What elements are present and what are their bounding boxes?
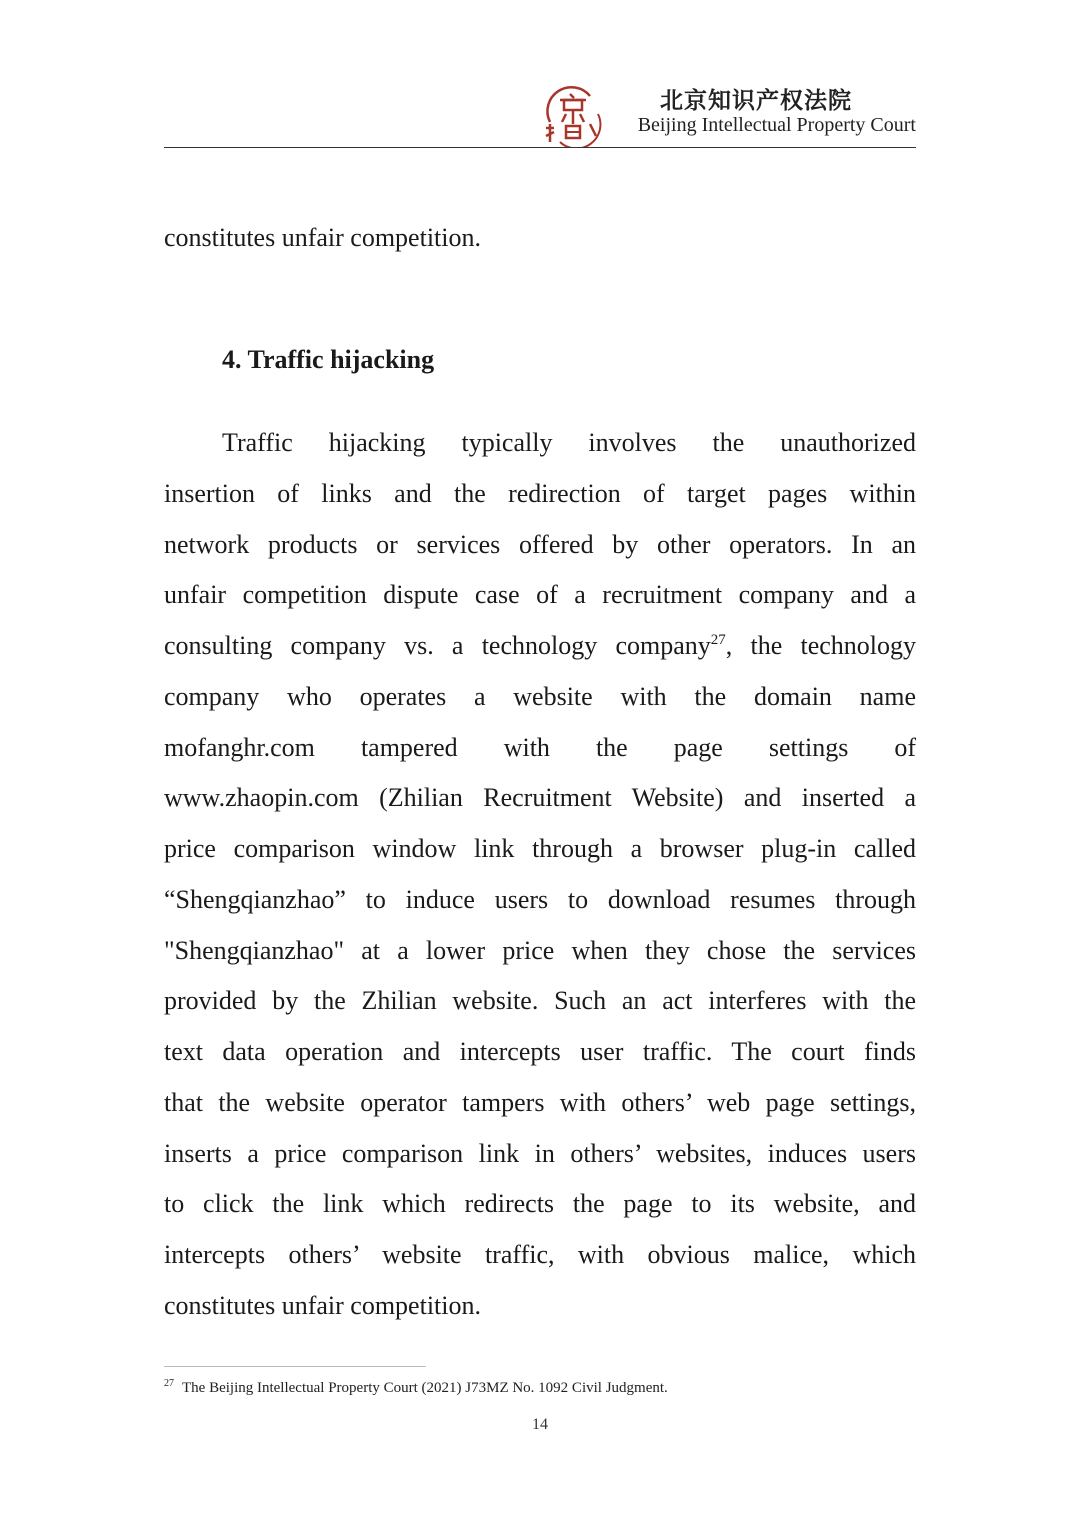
body-paragraph (164, 418, 916, 1332)
paragraph-line-with-footnote (164, 621, 916, 672)
paragraph-line: network products or services offered by other operators. In an (164, 529, 916, 559)
court-logo-icon (540, 84, 604, 148)
footnote-number: 27 (164, 1378, 174, 1389)
paragraph-line-text: consulting company vs. a technology company (164, 631, 711, 660)
paragraph-line: "Shengqianzhao" at a lower price when they chose the services (164, 935, 916, 965)
footnote (164, 1377, 668, 1399)
section-heading: 4. Traffic hijacking (222, 345, 435, 374)
paragraph-line: to click the link which redirects the page to its website, and (164, 1189, 916, 1219)
paragraph-line: “Shengqianzhao” to induce users to download resumes through (164, 884, 916, 914)
footnote-reference[interactable]: 27 (710, 632, 726, 648)
page-number: 14 (532, 1416, 548, 1433)
paragraph-line: Traffic hijacking typically involves the unauthorized (222, 428, 916, 457)
paragraph-line: provided by the Zhilian website. Such an act interferes with the (164, 986, 916, 1016)
paragraph-line-tail: , the technology (725, 631, 916, 660)
paragraph-line: constitutes unfair competition. (164, 1290, 481, 1320)
footnote-text: The Beijing Intellectual Property Court (2021) J73MZ No. 1092 Civil Judgment. (182, 1380, 668, 1396)
court-name-en: Beijing Intellectual Property Court (637, 114, 916, 136)
paragraph-line: intercepts others’ website traffic, with obvious malice, which (164, 1240, 916, 1269)
court-name-cn: 北京知识产权法院 (660, 88, 852, 114)
paragraph-line: mofanghr.com tampered with the page settings of (164, 732, 916, 762)
paragraph-line: company who operates a website with the domain name (164, 681, 916, 711)
footnote-divider (164, 1366, 426, 1367)
continued-text: constitutes unfair competition. (164, 223, 481, 252)
paragraph-line: text data operation and intercepts user traffic. The court finds (164, 1037, 916, 1066)
page-header (164, 78, 916, 148)
paragraph-line: inserts a price comparison link in others’ websites, induces users (164, 1138, 916, 1168)
paragraph-line: that the website operator tampers with others’ web page settings, (164, 1087, 916, 1117)
paragraph-line: insertion of links and the redirection of target pages within (164, 478, 916, 508)
paragraph-line: unfair competition dispute case of a recruitment company and a (164, 580, 916, 610)
paragraph-line: price comparison window link through a browser plug-in called (164, 834, 916, 863)
header-divider (164, 147, 916, 148)
paragraph-line: www.zhaopin.com (Zhilian Recruitment Website) and inserted a (164, 783, 916, 813)
